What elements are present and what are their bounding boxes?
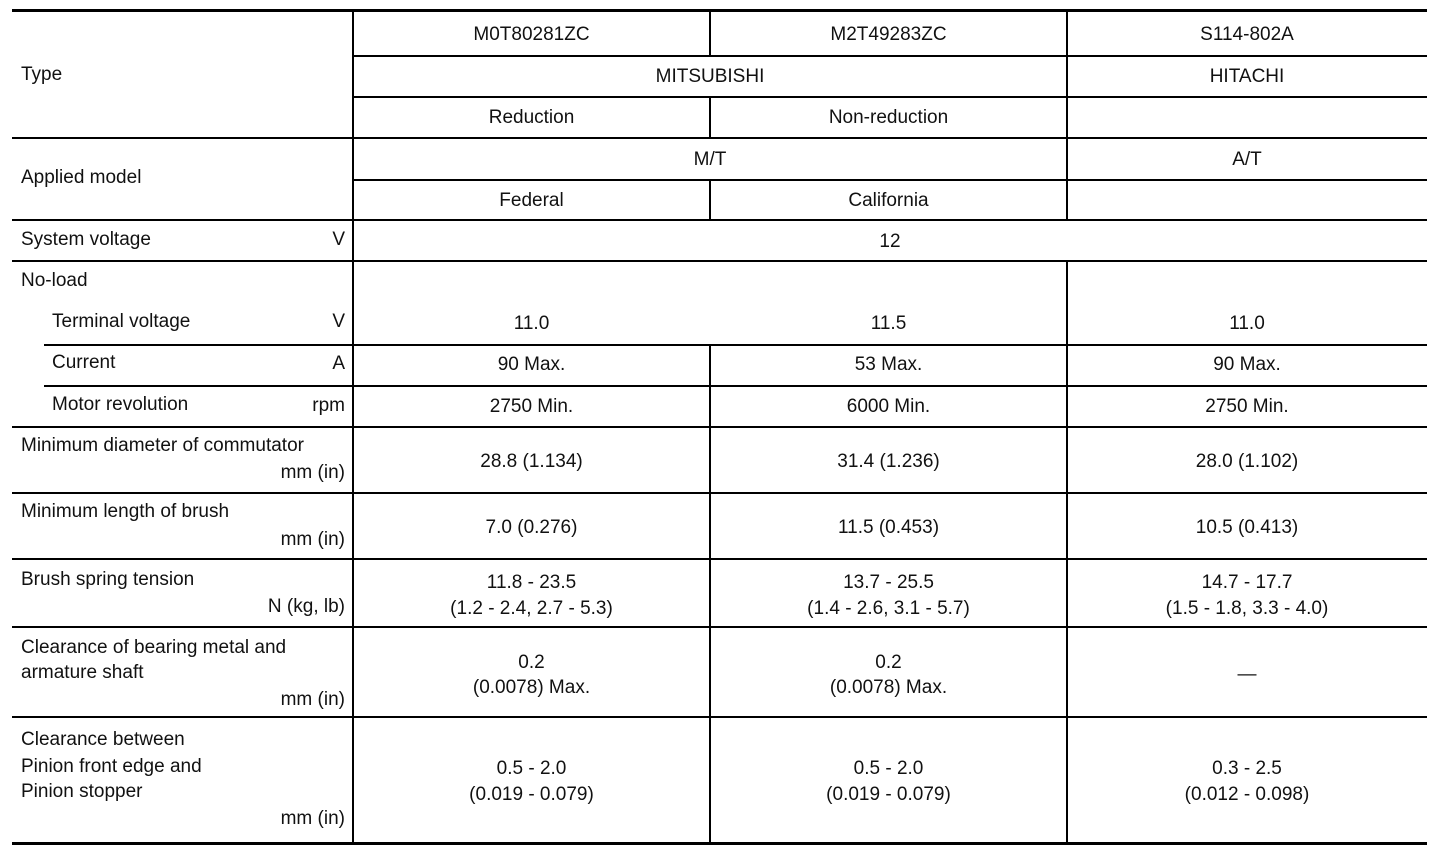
brush-length-label: Minimum length of brush [21, 501, 230, 522]
motor-revolution-unit: rpm [312, 395, 345, 416]
commutator-value-3: 28.0 (1.102) [1195, 451, 1299, 472]
spring-tension-value-1b: (1.2 - 2.4, 2.7 - 5.3) [450, 598, 613, 619]
brush-length-value-3: 10.5 (0.413) [1195, 517, 1299, 538]
commutator-unit: mm (in) [280, 462, 345, 483]
region-federal: Federal [499, 190, 564, 211]
rule-noload-end [12, 426, 1427, 428]
motor-revolution-value-1: 2750 Min. [489, 396, 574, 417]
rule-part-number [353, 55, 1427, 57]
rule-top [12, 9, 1427, 12]
current-value-3: 90 Max. [1213, 354, 1281, 375]
starter-type-2: Non-reduction [828, 107, 949, 128]
rule-model-end [12, 219, 1427, 221]
part-number-3: S114-802A [1200, 24, 1294, 45]
motor-revolution-value-3: 2750 Min. [1205, 396, 1289, 417]
rule-current-end [44, 385, 1427, 387]
bearing-clearance-value-1a: 0.2 [518, 652, 545, 673]
brush-length-value-2: 11.5 (0.453) [837, 517, 940, 538]
brush-length-unit: mm (in) [280, 529, 345, 550]
pinion-clearance-value-3b: (0.012 - 0.098) [1184, 784, 1310, 805]
rule-bearing-end [12, 716, 1427, 718]
maker-hitachi: HITACHI [1209, 66, 1285, 87]
bearing-clearance-label-2: armature shaft [21, 662, 144, 683]
spring-tension-label: Brush spring tension [21, 569, 195, 590]
terminal-voltage-value-3: 11.0 [1229, 313, 1265, 334]
system-voltage-value: 12 [879, 231, 901, 252]
rule-brush-end [12, 558, 1427, 560]
pinion-clearance-value-1a: 0.5 - 2.0 [496, 758, 567, 779]
spring-tension-value-3a: 14.7 - 17.7 [1201, 572, 1293, 593]
terminal-voltage-value-1: 11.0 [513, 313, 550, 334]
spring-tension-value-3b: (1.5 - 1.8, 3.3 - 4.0) [1165, 598, 1329, 619]
commutator-value-1: 28.8 (1.134) [480, 451, 583, 472]
spring-tension-value-2a: 13.7 - 25.5 [843, 572, 934, 593]
current-label: Current [52, 352, 116, 373]
bearing-clearance-value-3: — [1237, 664, 1257, 685]
pinion-clearance-label-3: Pinion stopper [21, 781, 143, 802]
starter-type-1: Reduction [488, 107, 575, 128]
bearing-clearance-value-2b: (0.0078) Max. [829, 677, 948, 698]
rule-voltage-end [12, 260, 1427, 262]
pinion-clearance-label-1: Clearance between [21, 729, 185, 750]
current-unit: A [332, 353, 345, 374]
rule-terminal-end [44, 344, 1427, 346]
pinion-clearance-value-2b: (0.019 - 0.079) [826, 784, 951, 805]
commutator-label: Minimum diameter of commutator [21, 435, 304, 456]
transmission-mt: M/T [693, 149, 727, 170]
current-value-1: 90 Max. [497, 354, 566, 375]
transmission-at: A/T [1232, 149, 1262, 170]
commutator-value-2: 31.4 (1.236) [837, 451, 940, 472]
pinion-clearance-label-2: Pinion front edge and [21, 756, 202, 777]
pinion-clearance-value-2a: 0.5 - 2.0 [853, 758, 924, 779]
rule-maker [353, 96, 1427, 98]
system-voltage-unit: V [332, 229, 345, 250]
current-value-2: 53 Max. [854, 354, 923, 375]
no-load-label: No-load [21, 270, 88, 291]
spring-tension-unit: N (kg, lb) [267, 596, 345, 617]
brush-length-value-1: 7.0 (0.276) [485, 517, 578, 538]
bearing-clearance-label-1: Clearance of bearing metal and [21, 637, 287, 658]
rule-type-end [12, 137, 1427, 139]
pinion-clearance-value-1b: (0.019 - 0.079) [469, 784, 594, 805]
rule-transmission [353, 179, 1427, 181]
rule-commutator-end [12, 492, 1427, 494]
motor-revolution-value-2: 6000 Min. [846, 396, 931, 417]
bearing-clearance-value-1b: (0.0078) Max. [472, 677, 591, 698]
spring-tension-value-2b: (1.4 - 2.6, 3.1 - 5.7) [807, 598, 970, 619]
motor-revolution-label: Motor revolution [52, 394, 189, 415]
part-number-2: M2T49283ZC [830, 24, 947, 45]
bearing-clearance-value-2a: 0.2 [875, 652, 902, 673]
region-california: California [848, 190, 929, 211]
spring-tension-value-1a: 11.8 - 23.5 [486, 572, 577, 593]
rule-spring-end [12, 626, 1427, 628]
applied-model-label: Applied model [21, 167, 142, 188]
terminal-voltage-label: Terminal voltage [52, 311, 191, 332]
pinion-clearance-value-3a: 0.3 - 2.5 [1212, 758, 1282, 779]
rule-label-column [352, 10, 354, 844]
pinion-clearance-unit: mm (in) [280, 808, 345, 829]
system-voltage-label: System voltage [21, 229, 151, 250]
bearing-clearance-unit: mm (in) [280, 689, 345, 710]
part-number-1: M0T80281ZC [473, 24, 590, 45]
rule-bottom [12, 842, 1427, 845]
type-label: Type [21, 64, 63, 85]
terminal-voltage-value-2: 11.5 [870, 313, 907, 334]
maker-mitsubishi: MITSUBISHI [655, 66, 765, 87]
terminal-voltage-unit: V [332, 311, 345, 332]
